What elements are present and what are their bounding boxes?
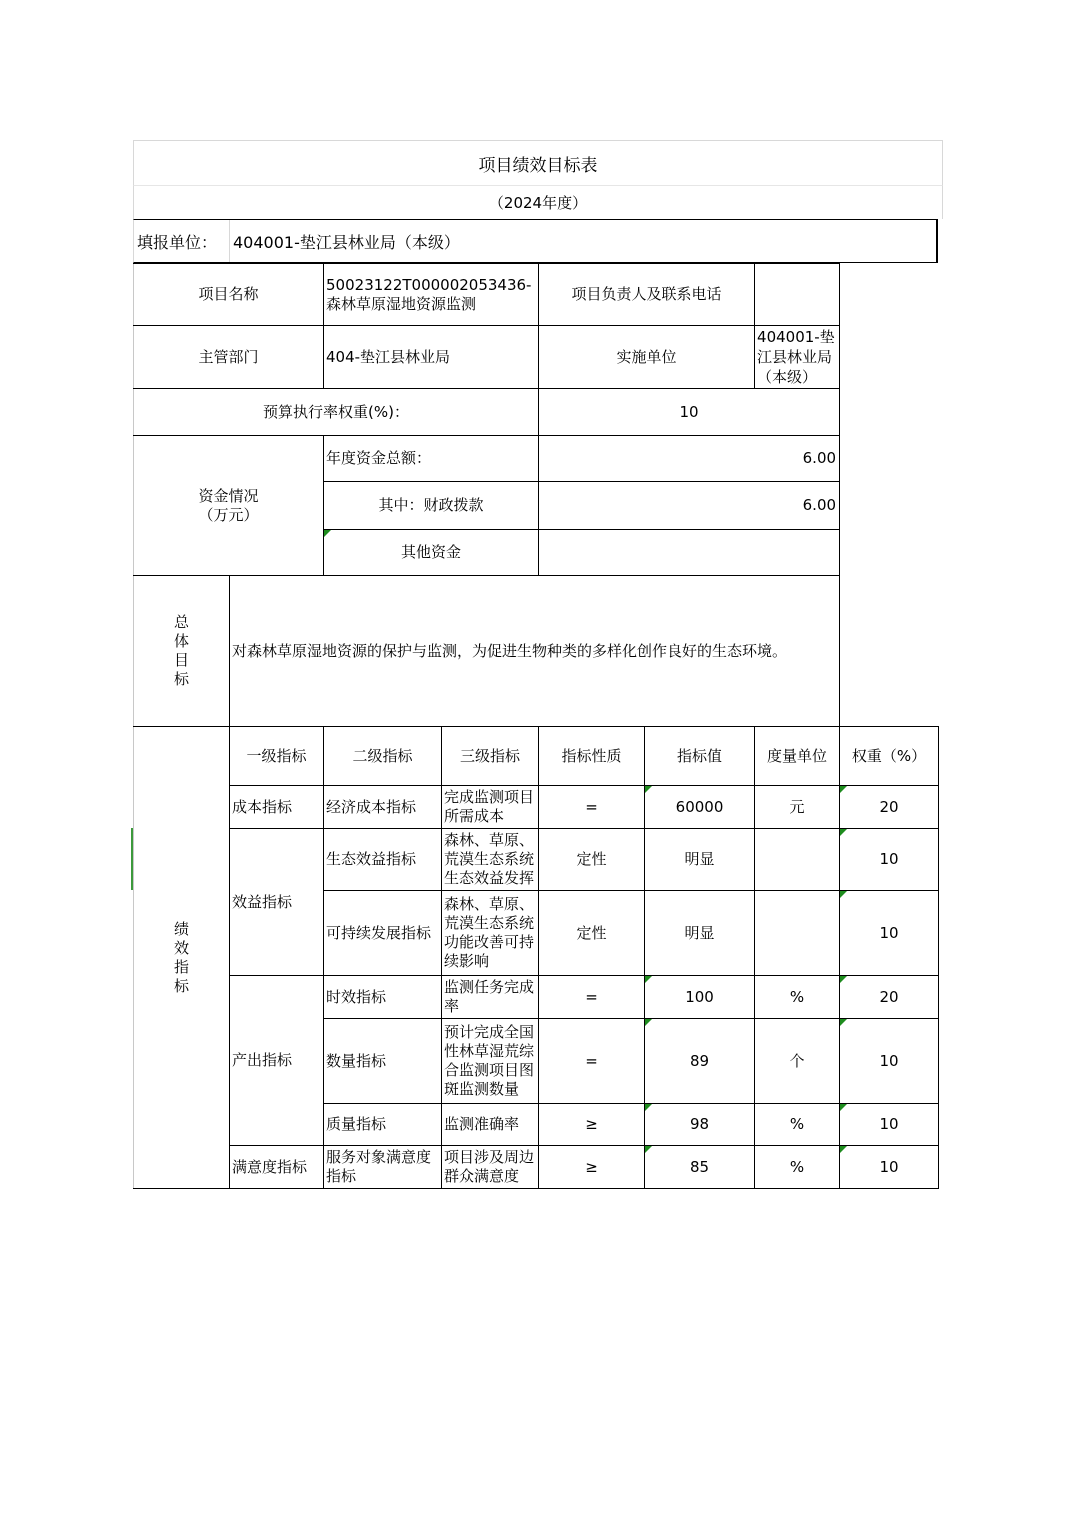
value-cell[interactable]: 明显 bbox=[645, 829, 755, 891]
level2-cell[interactable]: 时效指标 bbox=[324, 976, 442, 1019]
impl-value-text: 404001-垫江县林业局（本级） bbox=[757, 328, 835, 386]
contact-label: 项目负责人及联系电话 bbox=[539, 264, 755, 326]
reporting-unit-value[interactable]: 404001-垫江县林业局（本级） bbox=[233, 232, 460, 252]
weight-cell[interactable]: 10 bbox=[840, 1019, 939, 1104]
funds-label bbox=[134, 436, 324, 576]
nature-cell[interactable]: = bbox=[539, 976, 645, 1019]
overall-goal-label-text: 总体目标 bbox=[173, 613, 189, 688]
impl-value[interactable] bbox=[755, 326, 840, 389]
weight-cell[interactable]: 20 bbox=[840, 976, 939, 1019]
value-cell[interactable]: 89 bbox=[645, 1019, 755, 1104]
value-cell[interactable]: 明显 bbox=[645, 891, 755, 976]
unit-cell[interactable]: 个 bbox=[755, 1019, 840, 1104]
funds-total-value[interactable]: 6.00 bbox=[539, 436, 840, 482]
indicators-label-text: 绩效指标 bbox=[173, 919, 189, 995]
weight-cell[interactable]: 10 bbox=[840, 1146, 939, 1189]
table-row bbox=[134, 976, 939, 1019]
overall-goal-label bbox=[134, 576, 230, 727]
funds-label-line1: 资金情况 bbox=[198, 486, 259, 505]
level3-cell[interactable]: 森林、草原、荒漠生态系统生态效益发挥 bbox=[442, 829, 539, 891]
funds-fiscal-label: 其中：财政拨款 bbox=[324, 482, 539, 530]
header-nature: 指标性质 bbox=[539, 727, 645, 786]
table-row bbox=[134, 786, 939, 829]
contact-value[interactable] bbox=[755, 264, 840, 326]
project-name-label: 项目名称 bbox=[134, 264, 324, 326]
level2-cell[interactable]: 可持续发展指标 bbox=[324, 891, 442, 976]
table-row bbox=[134, 1146, 939, 1189]
funds-fiscal-value[interactable]: 6.00 bbox=[539, 482, 840, 530]
sheet-title: 项目绩效目标表 bbox=[133, 140, 943, 185]
reporting-unit-label: 填报单位： bbox=[134, 220, 230, 262]
level3-cell[interactable]: 完成监测项目所需成本 bbox=[442, 786, 539, 829]
funds-other-label: 其他资金 bbox=[324, 530, 539, 576]
main-table bbox=[133, 263, 939, 1189]
weight-cell[interactable]: 10 bbox=[840, 891, 939, 976]
nature-cell[interactable]: 定性 bbox=[539, 891, 645, 976]
header-level2: 二级指标 bbox=[324, 727, 442, 786]
project-name-value[interactable]: 50023122T000002053436-森林草原湿地资源监测 bbox=[324, 264, 539, 326]
budget-weight-label: 预算执行率权重(%)： bbox=[134, 389, 539, 436]
unit-cell[interactable] bbox=[755, 829, 840, 891]
level3-cell[interactable]: 森林、草原、荒漠生态系统功能改善可持续影响 bbox=[442, 891, 539, 976]
level2-cell[interactable]: 生态效益指标 bbox=[324, 829, 442, 891]
group-benefit: 效益指标 bbox=[230, 829, 324, 976]
dept-value[interactable]: 404-垫江县林业局 bbox=[324, 326, 539, 389]
overall-goal-text[interactable]: 对森林草原湿地资源的保护与监测，为促进生物种类的多样化创作良好的生态环境。 bbox=[230, 576, 840, 727]
indicators-label bbox=[134, 727, 230, 1189]
value-cell[interactable]: 100 bbox=[645, 976, 755, 1019]
unit-cell[interactable] bbox=[755, 891, 840, 976]
header-weight: 权重（%） bbox=[840, 727, 939, 786]
group-cost: 成本指标 bbox=[230, 786, 324, 829]
unit-cell[interactable]: 元 bbox=[755, 786, 840, 829]
nature-cell[interactable]: = bbox=[539, 1019, 645, 1104]
weight-cell[interactable]: 20 bbox=[840, 786, 939, 829]
level2-cell[interactable]: 数量指标 bbox=[324, 1019, 442, 1104]
level2-cell[interactable]: 经济成本指标 bbox=[324, 786, 442, 829]
table-row bbox=[134, 829, 939, 891]
value-cell[interactable]: 85 bbox=[645, 1146, 755, 1189]
funds-label-line2: （万元） bbox=[198, 505, 259, 524]
weight-cell[interactable]: 10 bbox=[840, 829, 939, 891]
funds-other-value[interactable] bbox=[539, 530, 840, 576]
nature-cell[interactable]: ≥ bbox=[539, 1146, 645, 1189]
budget-weight-value[interactable]: 10 bbox=[539, 389, 840, 436]
level2-cell[interactable]: 质量指标 bbox=[324, 1104, 442, 1146]
header-unit: 度量单位 bbox=[755, 727, 840, 786]
sheet-year: （2024年度） bbox=[133, 185, 943, 219]
level3-cell[interactable]: 项目涉及周边群众满意度 bbox=[442, 1146, 539, 1189]
unit-cell[interactable]: % bbox=[755, 1104, 840, 1146]
group-output: 产出指标 bbox=[230, 976, 324, 1146]
nature-cell[interactable]: 定性 bbox=[539, 829, 645, 891]
group-satisfaction: 满意度指标 bbox=[230, 1146, 324, 1189]
impl-label: 实施单位 bbox=[539, 326, 755, 389]
unit-cell[interactable]: % bbox=[755, 976, 840, 1019]
dept-label: 主管部门 bbox=[134, 326, 324, 389]
value-cell[interactable]: 98 bbox=[645, 1104, 755, 1146]
funds-total-label: 年度资金总额： bbox=[324, 436, 539, 482]
reporting-unit-row bbox=[133, 219, 938, 263]
level3-cell[interactable]: 预计完成全国性林草湿荒综合监测项目图斑监测数量 bbox=[442, 1019, 539, 1104]
header-level1: 一级指标 bbox=[230, 727, 324, 786]
level2-cell[interactable]: 服务对象满意度指标 bbox=[324, 1146, 442, 1189]
level3-cell[interactable]: 监测任务完成率 bbox=[442, 976, 539, 1019]
header-level3: 三级指标 bbox=[442, 727, 539, 786]
nature-cell[interactable]: ≥ bbox=[539, 1104, 645, 1146]
level3-cell[interactable]: 监测准确率 bbox=[442, 1104, 539, 1146]
header-value: 指标值 bbox=[645, 727, 755, 786]
value-cell[interactable]: 60000 bbox=[645, 786, 755, 829]
performance-target-sheet bbox=[133, 140, 943, 1189]
unit-cell[interactable]: % bbox=[755, 1146, 840, 1189]
weight-cell[interactable]: 10 bbox=[840, 1104, 939, 1146]
nature-cell[interactable]: = bbox=[539, 786, 645, 829]
